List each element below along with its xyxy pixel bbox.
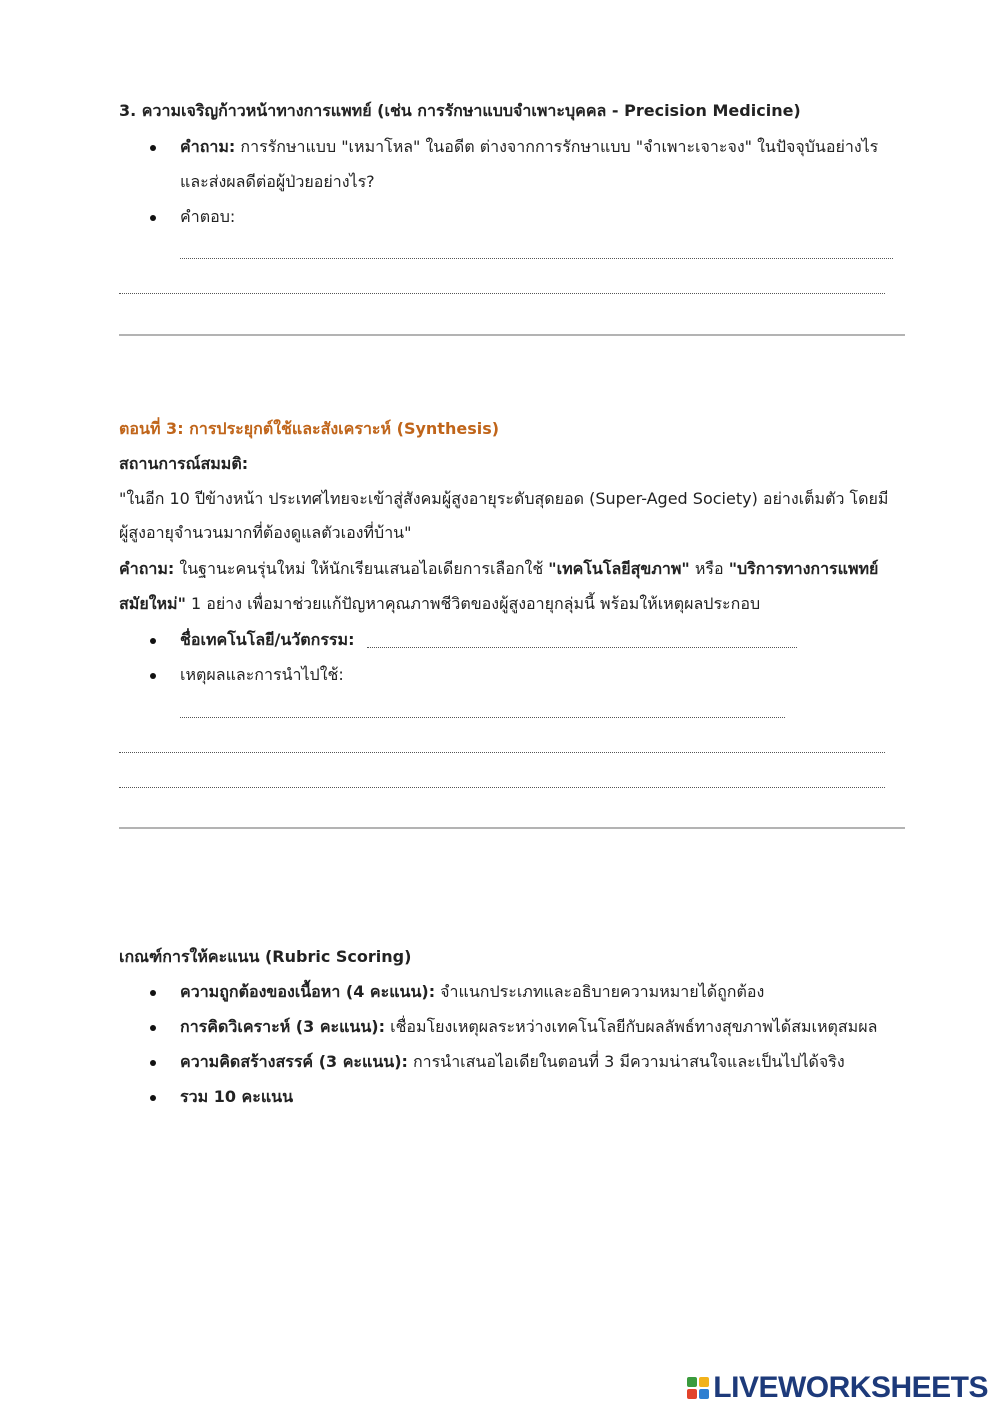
rubric-item xyxy=(180,1016,877,1038)
bullet-icon xyxy=(150,145,156,151)
question-line xyxy=(180,136,878,158)
rubric-item-label: ความคิดสร้างสรรค์ (3 คะแนน): xyxy=(180,1052,408,1071)
bullet-icon xyxy=(150,1025,156,1031)
rubric-item-text: เชื่อมโยงเหตุผลระหว่างเทคโนโลยีกับผลลัพธ์ทางสุขภาพได้สมเหตุสมผล xyxy=(385,1017,878,1036)
scenario-text: "ในอีก 10 ปีข้างหน้า ประเทศไทยจะเข้าสู่สังคมผู้สูงอายุระดับสุดยอด (Super-Aged Society) อย่างเต็มตัว โดยมี xyxy=(119,489,889,508)
bullet-icon xyxy=(150,215,156,221)
logo-mark-icon xyxy=(687,1377,709,1399)
part3-question-text: หรือ xyxy=(689,559,729,578)
bullet-icon xyxy=(150,1060,156,1066)
tech-name-input[interactable] xyxy=(367,647,797,648)
rubric-item-text: จำแนกประเภทและอธิบายความหมายได้ถูกต้อง xyxy=(435,982,765,1001)
answer-label: คำตอบ: xyxy=(180,207,236,226)
part3-question-text: 1 อย่าง เพื่อมาช่วยแก้ปัญหาคุณภาพชีวิตของผู้สูงอายุกลุ่มนี้ พร้อมให้เหตุผลประกอบ xyxy=(185,594,761,613)
bullet-icon xyxy=(150,990,156,996)
rubric-item xyxy=(180,1051,845,1073)
section-divider xyxy=(119,827,905,829)
scenario-label: สถานการณ์สมมติ: xyxy=(119,454,249,473)
rubric-item-label: การคิดวิเคราะห์ (3 คะแนน): xyxy=(180,1017,386,1036)
section3-heading: 3. ความเจริญก้าวหน้าทางการแพทย์ (เช่น การรักษาแบบจำเพาะบุคคล - Precision Medicine) xyxy=(119,101,801,120)
reason-line-2[interactable] xyxy=(119,752,885,753)
part3-question-text: ในฐานะคนรุ่นใหม่ ให้นักเรียนเสนอไอเดียการเลือกใช้ xyxy=(174,559,549,578)
reason-line-3[interactable] xyxy=(119,787,885,788)
rubric-item-label: ความถูกต้องของเนื้อหา (4 คะแนน): xyxy=(180,982,436,1001)
question-text: การรักษาแบบ "เหมาโหล" ในอดีต ต่างจากการรักษาแบบ "จำเพาะเจาะจง" ในปัจจุบันอย่างไร xyxy=(235,137,879,156)
question-text-cont: และส่งผลดีต่อผู้ป่วยอย่างไร? xyxy=(180,172,375,191)
reason-label: เหตุผลและการนำไปใช้: xyxy=(180,665,344,684)
part3-question-cont xyxy=(119,593,760,615)
part3-question-emph: "บริการทางการแพทย์ xyxy=(728,559,879,578)
part3-title: ตอนที่ 3: การประยุกต์ใช้และสังเคราะห์ (Synthesis) xyxy=(119,419,500,438)
bullet-icon xyxy=(150,1095,156,1101)
reason-line-1[interactable] xyxy=(180,717,785,718)
part3-question xyxy=(119,558,878,580)
rubric-item xyxy=(180,981,764,1003)
liveworksheets-logo[interactable] xyxy=(687,1370,988,1406)
rubric-item-text: การนำเสนอไอเดียในตอนที่ 3 มีความน่าสนใจและเป็นไปได้จริง xyxy=(407,1052,845,1071)
bullet-icon xyxy=(150,638,156,644)
answer-line-1[interactable] xyxy=(180,258,893,259)
bullet-icon xyxy=(150,673,156,679)
rubric-title: เกณฑ์การให้คะแนน (Rubric Scoring) xyxy=(119,947,412,966)
logo-text: LIVEWORKSHEETS xyxy=(713,1371,988,1404)
scenario-text-cont: ผู้สูงอายุจำนวนมากที่ต้องดูแลตัวเองที่บ้าน" xyxy=(119,523,412,542)
rubric-total: รวม 10 คะแนน xyxy=(180,1087,294,1106)
answer-line-2[interactable] xyxy=(119,293,885,294)
question-label: คำถาม: xyxy=(180,137,236,156)
part3-question-emph: "เทคโนโลยีสุขภาพ" xyxy=(548,559,690,578)
part3-question-emph: สมัยใหม่" xyxy=(119,594,186,613)
section-divider xyxy=(119,334,905,336)
tech-name-label: ชื่อเทคโนโลยี/นวัตกรรม: xyxy=(180,630,355,649)
part3-question-label: คำถาม: xyxy=(119,559,175,578)
